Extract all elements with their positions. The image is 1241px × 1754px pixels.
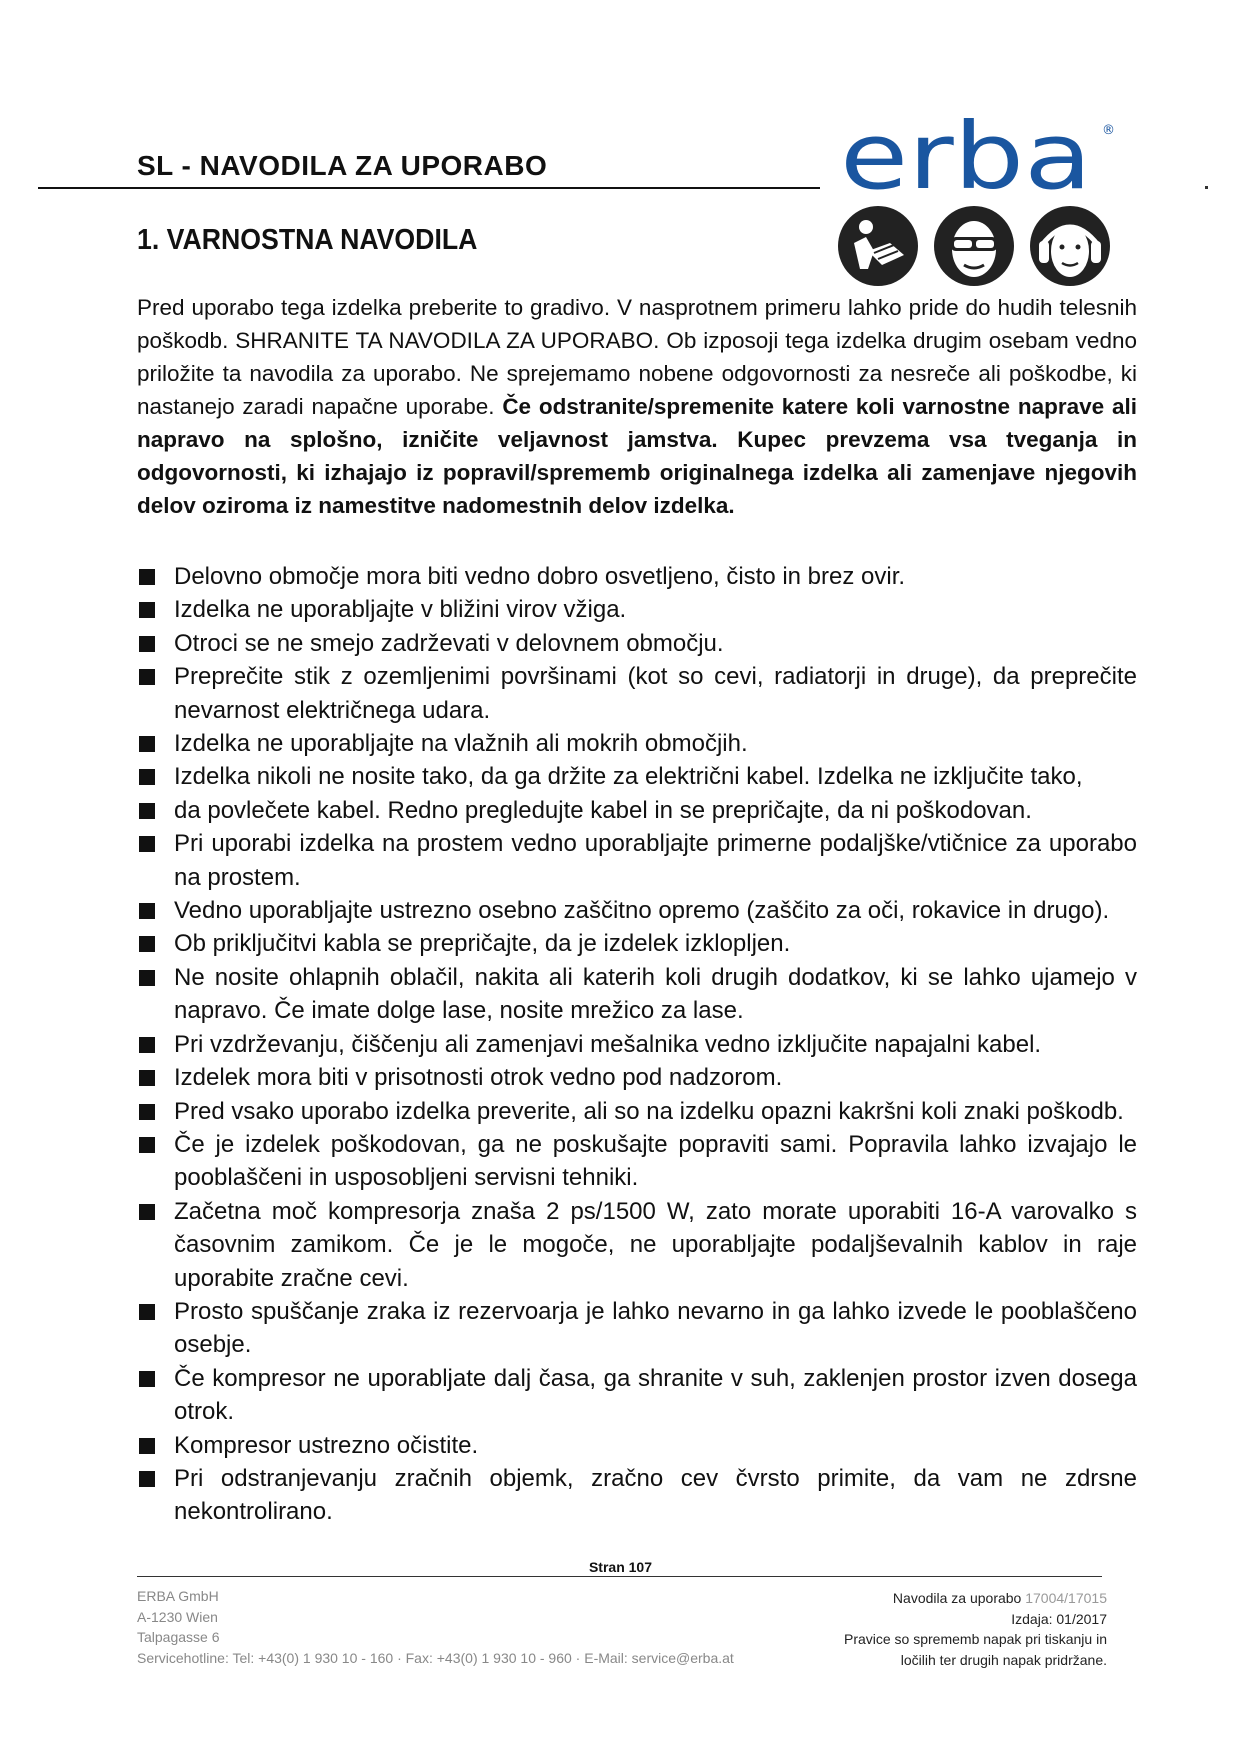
bullet-square-icon [139, 569, 155, 585]
company-city: A-1230 Wien [137, 1608, 218, 1625]
list-item: Izdelek mora biti v prisotnosti otrok vedno pod nadzorom. [137, 1061, 1137, 1094]
list-item: Ne nosite ohlapnih oblačil, nakita ali katerih koli drugih dodatkov, ki se lahko ujamejo v napravo. Če imate dolge lase, nosite mrežico za lase. [137, 961, 1137, 1028]
safety-icons [838, 205, 1110, 287]
list-item: Pred vsako uporabo izdelka preverite, ali so na izdelku opazni kakršni koli znaki poškodb. [137, 1095, 1137, 1128]
read-manual-icon [838, 206, 918, 286]
bullet-square-icon [139, 836, 155, 852]
list-item: Vedno uporabljajte ustrezno osebno zaščitno opremo (zaščito za oči, rokavice in drugo). [137, 894, 1137, 927]
intro-text: Pred uporabo tega izdelka preberite to gradivo. V nasprotnem primeru lahko pride do hudih telesnih poškodb. SHRANITE TA NAVODILA ZA UPORABO. Ob izposoji tega izdelka drugim osebam vedno priložite ta navodila za uporabo. Ne sprejemamo nobene odgovornosti za nesreče ali poškodbe, ki nastanejo zaradi napačne uporabe. [137, 295, 1137, 419]
bullet-square-icon [139, 936, 155, 952]
safety-instructions-list [137, 560, 1137, 1529]
list-item: Pri odstranjevanju zračnih objemk, zračno cev čvrsto primite, da vam ne zdrsne nekontrolirano. [137, 1462, 1137, 1529]
intro-warranty-warning: Če odstranite/spremenite katere koli varnostne naprave ali napravo na splošno, izničite veljavnost jamstva. Kupec prevzema vsa tveganja in odgovornosti, ki izhajajo iz popravil/sprememb originalnega izdelka ali zamenjave njegovih delov oziroma iz namestitve nadomestnih delov izdelka. [137, 394, 1137, 518]
list-item: Kompresor ustrezno očistite. [137, 1429, 1137, 1462]
list-item: Če kompresor ne uporabljate dalj časa, ga shranite v suh, zaklenjen prostor izven dosega otrok. [137, 1362, 1137, 1429]
bullet-square-icon [139, 669, 155, 685]
footer-divider [137, 1576, 1102, 1577]
disclaimer-line-2: ločilih ter drugih napak pridržane. [900, 1651, 1107, 1668]
company-name: ERBA GmbH [137, 1588, 219, 1604]
registered-mark: ® [1102, 123, 1115, 138]
list-item: Pri uporabi izdelka na prostem vedno uporabljajte primerne podaljške/vtičnice za uporabo na prostem. [137, 827, 1137, 894]
list-item: Izdelka nikoli ne nosite tako, da ga držite za električni kabel. Izdelka ne izključite tako, [137, 760, 1137, 793]
list-item: Delovno območje mora biti vedno dobro osvetljeno, čisto in brez ovir. [137, 560, 1137, 593]
company-address [137, 1586, 734, 1668]
bullet-square-icon [139, 1371, 155, 1387]
bullet-square-icon [139, 636, 155, 652]
list-item: da povlečete kabel. Redno pregledujte kabel in se prepričajte, da ni poškodovan. [137, 794, 1137, 827]
list-item: Prosto spuščanje zraka iz rezervoarja je lahko nevarno in ga lahko izvede le pooblaščeno osebje. [137, 1295, 1137, 1362]
bullet-square-icon [139, 903, 155, 919]
bullet-square-icon [139, 1070, 155, 1086]
erba-logo [840, 118, 1120, 198]
bullet-square-icon [139, 1137, 155, 1153]
bullet-square-icon [139, 803, 155, 819]
bullet-square-icon [139, 1037, 155, 1053]
intro-paragraph [137, 291, 1137, 522]
bullet-square-icon [139, 1438, 155, 1454]
bullet-square-icon [139, 769, 155, 785]
bullet-square-icon [139, 1204, 155, 1220]
bullet-square-icon [139, 602, 155, 618]
list-item: Izdelka ne uporabljajte v bližini virov vžiga. [137, 593, 1137, 626]
list-item: Preprečite stik z ozemljenimi površinami (kot so cevi, radiatorji in druge), da preprečite nevarnost električnega udara. [137, 660, 1137, 727]
bullet-square-icon [139, 1104, 155, 1120]
document-title: SL - NAVODILA ZA UPORABO [137, 150, 548, 181]
list-item: Če je izdelek poškodovan, ga ne poskušajte popraviti sami. Popravila lahko izvajajo le pooblaščeni in usposobljeni servisni tehniki. [137, 1128, 1137, 1195]
company-street: Talpagasse 6 [137, 1629, 220, 1645]
page-number: Stran 107 [588, 1559, 653, 1575]
manual-reference: Navodila za uporabo 17004/17015 [892, 1590, 1107, 1606]
list-item: Izdelka ne uporabljajte na vlažnih ali mokrih območjih. [137, 727, 1137, 760]
erba-logo-wordmark: erba [840, 118, 1092, 198]
header-divider [38, 187, 820, 189]
footer-notes [844, 1588, 1107, 1670]
service-hotline: Servicehotline: Tel: +43(0) 1 930 10 - 160 · Fax: +43(0) 1 930 10 - 960 · E-Mail: service@erba.at [137, 1649, 734, 1666]
list-item: Pri vzdrževanju, čiščenju ali zamenjavi mešalnika vedno izključite napajalni kabel. [137, 1028, 1137, 1061]
bullet-square-icon [139, 1304, 155, 1320]
bullet-square-icon [139, 970, 155, 986]
section-title: 1. VARNOSTNA NAVODILA [137, 224, 478, 256]
list-item: Otroci se ne smejo zadrževati v delovnem območju. [137, 627, 1137, 660]
ear-protection-icon [1030, 206, 1110, 286]
bullet-square-icon [139, 1471, 155, 1487]
bullet-square-icon [139, 736, 155, 752]
margin-dot [1205, 186, 1208, 189]
list-item: Začetna moč kompresorja znaša 2 ps/1500 W, zato morate uporabiti 16-A varovalko s časovnim zamikom. Če je le mogoče, ne uporabljajte podaljševalnih kablov in raje uporabite zračne cevi. [137, 1195, 1137, 1295]
list-item: Ob priključitvi kabla se prepričajte, da je izdelek izklopljen. [137, 927, 1137, 960]
safety-goggles-icon [934, 206, 1014, 286]
edition-info: Izdaja: 01/2017 [1011, 1610, 1107, 1627]
disclaimer-line-1: Pravice so sprememb napak pri tiskanju in [843, 1631, 1107, 1647]
